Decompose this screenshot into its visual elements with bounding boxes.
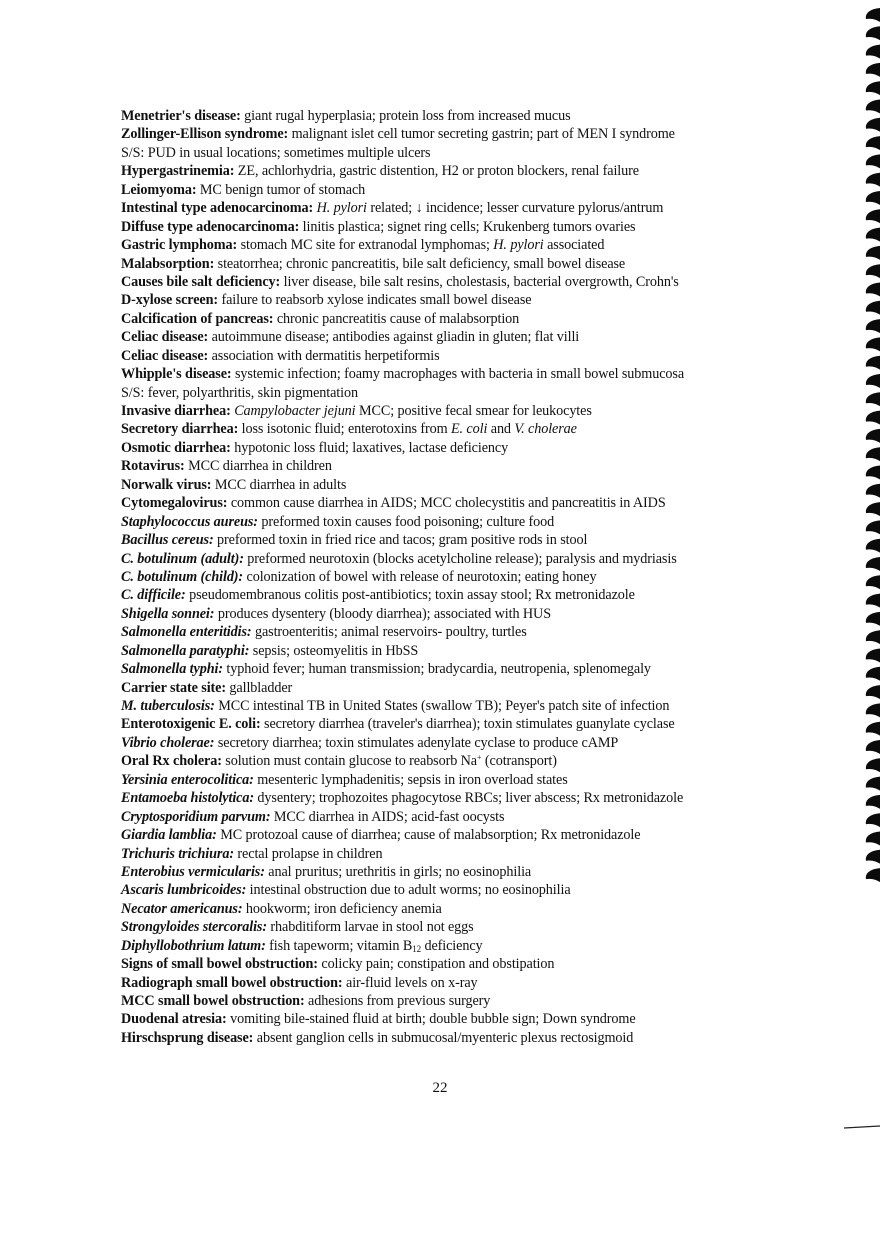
entry-line xyxy=(121,550,841,568)
entry-text: and xyxy=(487,421,515,438)
entry-term: Menetrier's disease: xyxy=(121,108,241,124)
entry-text: malignant islet cell tumor secreting gastrin; part of MEN I syndrome xyxy=(288,126,675,143)
entry-line xyxy=(121,955,841,973)
entry-line xyxy=(121,715,841,733)
entry-term: Bacillus cereus: xyxy=(121,532,214,549)
entry-term: M. tuberculosis: xyxy=(121,698,215,714)
entry-line xyxy=(121,236,841,254)
entry-text: ZE, achlorhydria, gastric distention, H2 or proton blockers, renal failure xyxy=(234,163,639,180)
entry-text: gallbladder xyxy=(225,679,293,696)
binding-ring xyxy=(866,722,880,736)
entry-line xyxy=(121,310,841,328)
entry-line xyxy=(121,568,841,586)
entry-line xyxy=(121,476,841,494)
entry-line xyxy=(121,734,841,752)
entry-line xyxy=(121,900,841,918)
binding-ring xyxy=(866,356,880,370)
binding-ring xyxy=(866,154,880,168)
binding-ring xyxy=(866,575,880,589)
entry-text: secretory diarrhea; toxin stimulates adenylate cyclase to produce cAMP xyxy=(214,734,619,751)
entry-text: gastroenteritis; animal reservoirs- poultry, turtles xyxy=(251,624,527,641)
entry-line xyxy=(121,199,841,217)
binding-ring xyxy=(866,539,880,553)
entry-term: C. difficile: xyxy=(121,587,186,604)
entry-text: H. pylori xyxy=(493,237,544,254)
entry-line xyxy=(121,144,841,162)
entry-line xyxy=(121,863,841,881)
entry-line xyxy=(121,826,841,844)
entry-text: associated xyxy=(543,237,605,254)
entry-term: Hypergastrinemia: xyxy=(121,163,235,180)
entry-term: Diffuse type adenocarcinoma: xyxy=(121,218,300,235)
entry-text: fish tapeworm; vitamin B xyxy=(265,937,413,954)
entry-line xyxy=(121,402,841,420)
entry-text: anal pruritus; urethritis in girls; no eosinophilia xyxy=(264,863,532,880)
entry-text: absent ganglion cells in submucosal/myenteric plexus rectosigmoid xyxy=(253,1029,634,1046)
binding-ring xyxy=(866,319,880,333)
entry-term: Hirschsprung disease: xyxy=(121,1029,254,1046)
entry-term: Vibrio cholerae: xyxy=(121,734,215,751)
entry-text: S/S: PUD in usual locations; sometimes multiple ulcers xyxy=(121,144,431,161)
entry-line xyxy=(121,845,841,863)
entry-term: Trichuris trichiura: xyxy=(121,845,234,862)
binding-ring xyxy=(866,45,880,59)
entry-text: colicky pain; constipation and obstipation xyxy=(317,956,555,973)
entry-list xyxy=(121,107,841,1047)
entry-text: MC benign tumor of stomach xyxy=(196,181,366,198)
entry-text: sepsis; osteomyelitis in HbSS xyxy=(249,642,419,659)
binding-ring xyxy=(866,374,880,388)
entry-text: secretory diarrhea (traveler's diarrhea); toxin stimulates guanylate cyclase xyxy=(260,716,675,733)
entry-text: hookworm; iron deficiency anemia xyxy=(242,900,442,917)
binding-ring xyxy=(866,191,880,205)
entry-line xyxy=(121,660,841,678)
entry-text: MC protozoal cause of diarrhea; cause of malabsorption; Rx metronidazole xyxy=(216,827,641,844)
entry-term: Oral Rx cholera: xyxy=(121,753,222,770)
entry-text: solution must contain glucose to reabsorb Na xyxy=(221,753,478,770)
entry-line xyxy=(121,771,841,789)
binding-ring xyxy=(866,649,880,663)
binding-ring xyxy=(866,520,880,534)
entry-term: Salmonella enteritidis: xyxy=(121,624,252,641)
entry-line xyxy=(121,531,841,549)
entry-text: adhesions from previous surgery xyxy=(304,993,491,1009)
binding-ring xyxy=(866,429,880,443)
entry-text: MCC diarrhea in adults xyxy=(211,476,347,493)
entry-text: linitis plastica; signet ring cells; Krukenberg tumors ovaries xyxy=(299,218,636,235)
binding-ring xyxy=(866,173,880,187)
entry-line xyxy=(121,255,841,273)
entry-line xyxy=(121,605,841,623)
entry-term: Signs of small bowel obstruction: xyxy=(121,956,318,973)
entry-line xyxy=(121,291,841,309)
binding-ring xyxy=(866,8,880,22)
binding-ring xyxy=(866,81,880,95)
entry-line xyxy=(121,752,841,770)
entry-text: (cotransport) xyxy=(481,753,557,770)
binding-ring xyxy=(866,740,880,754)
entry-text: dysentery; trophozoites phagocytose RBCs; liver abscess; Rx metronidazole xyxy=(253,790,684,807)
entry-text: MCC; positive fecal smear for leukocytes xyxy=(355,403,592,419)
binding-ring xyxy=(866,136,880,150)
binding-ring xyxy=(866,63,880,77)
entry-line xyxy=(121,494,841,512)
entry-term: Enterobius vermicularis: xyxy=(121,863,265,880)
entry-term: Whipple's disease: xyxy=(121,366,232,383)
binding-ring xyxy=(866,868,880,882)
entry-term: Cytomegalovirus: xyxy=(121,495,228,512)
entry-line xyxy=(121,420,841,438)
entry-line xyxy=(121,181,841,199)
entry-line xyxy=(121,107,841,125)
entry-text: related; ↓ incidence; lesser curvature pylorus/antrum xyxy=(366,200,664,217)
entry-text: E. coli xyxy=(450,421,488,438)
entry-term: Yersinia enterocolitica: xyxy=(121,771,254,788)
page-number: 22 xyxy=(432,1080,448,1096)
entry-term: Calcification of pancreas: xyxy=(121,310,274,327)
binding-ring xyxy=(866,283,880,297)
entry-term: Radiograph small bowel obstruction: xyxy=(121,974,343,991)
entry-term: Necator americanus: xyxy=(121,900,243,917)
entry-term: Celiac disease: xyxy=(121,347,209,364)
binding-ring xyxy=(866,466,880,480)
entry-text: mesenteric lymphadenitis; sepsis in iron overload states xyxy=(253,771,568,788)
entry-line xyxy=(121,439,841,457)
binding-ring xyxy=(866,301,880,315)
entry-term: Norwalk virus: xyxy=(121,476,212,493)
binding-ring xyxy=(866,411,880,425)
entry-term: Entamoeba histolytica: xyxy=(121,790,254,807)
entry-term: Causes bile salt deficiency: xyxy=(121,273,281,290)
entry-term: Carrier state site: xyxy=(121,679,226,696)
binding-ring xyxy=(866,685,880,699)
entry-line xyxy=(121,586,841,604)
binding-ring xyxy=(866,264,880,278)
binding-ring xyxy=(866,118,880,132)
entry-line xyxy=(121,808,841,826)
entry-text: liver disease, bile salt resins, cholestasis, bacterial overgrowth, Crohn's xyxy=(280,273,679,290)
entry-term: Intestinal type adenocarcinoma: xyxy=(121,200,314,217)
entry-term: C. botulinum (child): xyxy=(121,568,244,585)
entry-term: Gastric lymphoma: xyxy=(121,237,238,254)
entry-line xyxy=(121,1010,841,1028)
entry-line xyxy=(121,918,841,936)
binding-ring xyxy=(866,228,880,242)
entry-term: Secretory diarrhea: xyxy=(121,421,239,438)
entry-line xyxy=(121,623,841,641)
page-edge-line xyxy=(844,1126,880,1128)
entry-text: deficiency xyxy=(421,937,483,954)
entry-text: hypotonic loss fluid; laxatives, lactase deficiency xyxy=(230,439,509,456)
binding-ring xyxy=(866,777,880,791)
entry-term: Giardia lamblia: xyxy=(121,827,217,844)
entry-line xyxy=(121,881,841,899)
entry-text: MCC diarrhea in AIDS; acid-fast oocysts xyxy=(270,808,505,825)
binding-ring xyxy=(866,758,880,772)
entry-text: 12 xyxy=(412,943,421,954)
entry-text: rectal prolapse in children xyxy=(233,845,383,862)
entry-text: preformed toxin in fried rice and tacos; gram positive rods in stool xyxy=(213,532,588,549)
entry-line xyxy=(121,218,841,236)
entry-term: Diphyllobothrium latum: xyxy=(121,937,266,954)
entry-term: Rotavirus: xyxy=(121,458,185,475)
spiral-binding xyxy=(840,0,880,1247)
entry-text: association with dermatitis herpetiformis xyxy=(208,347,440,364)
binding-ring xyxy=(866,795,880,809)
entry-line xyxy=(121,974,841,992)
entry-text: produces dysentery (bloody diarrhea); associated with HUS xyxy=(214,605,551,622)
entry-line xyxy=(121,642,841,660)
entry-line xyxy=(121,679,841,697)
entry-line xyxy=(121,937,841,955)
entry-term: Salmonella paratyphi: xyxy=(121,642,250,659)
binding-ring xyxy=(866,630,880,644)
binding-ring xyxy=(866,484,880,498)
entry-term: Invasive diarrhea: xyxy=(121,403,231,419)
entry-term: Ascaris lumbricoides: xyxy=(121,882,247,899)
entry-term: Staphylococcus aureus: xyxy=(121,513,258,530)
entry-term: D-xylose screen: xyxy=(121,292,219,309)
entry-term: Leiomyoma: xyxy=(121,181,197,198)
binding-ring xyxy=(866,594,880,608)
entry-term: Cryptosporidium parvum: xyxy=(121,808,271,825)
entry-text: giant rugal hyperplasia; protein loss from increased mucus xyxy=(240,108,571,124)
binding-ring xyxy=(866,703,880,717)
entry-line xyxy=(121,697,841,715)
entry-term: MCC small bowel obstruction: xyxy=(121,993,305,1009)
binding-ring xyxy=(866,246,880,260)
entry-text: loss isotonic fluid; enterotoxins from xyxy=(238,421,451,438)
binding-ring xyxy=(866,337,880,351)
entry-text: colonization of bowel with release of neurotoxin; eating honey xyxy=(243,568,597,585)
entry-text: preformed toxin causes food poisoning; culture food xyxy=(257,513,555,530)
entry-term: Shigella sonnei: xyxy=(121,605,215,622)
entry-line xyxy=(121,992,841,1010)
entry-text: steatorrhea; chronic pancreatitis, bile salt deficiency, small bowel disease xyxy=(214,255,626,272)
binding-ring xyxy=(866,557,880,571)
entry-text: preformed neurotoxin (blocks acetylcholine release); paralysis and mydriasis xyxy=(243,550,677,567)
entry-line xyxy=(121,513,841,531)
entry-text: MCC diarrhea in children xyxy=(184,458,332,475)
binding-ring xyxy=(866,850,880,864)
binding-ring xyxy=(866,832,880,846)
entry-text: V. cholerae xyxy=(514,421,577,438)
entry-text: Campylobacter jejuni xyxy=(234,403,356,419)
binding-ring xyxy=(866,392,880,406)
entry-line xyxy=(121,347,841,365)
entry-text: common cause diarrhea in AIDS; MCC cholecystitis and pancreatitis in AIDS xyxy=(227,495,666,512)
entry-text: systemic infection; foamy macrophages with bacteria in small bowel submucosa xyxy=(231,366,685,383)
entry-term: Malabsorption: xyxy=(121,255,215,272)
entry-line xyxy=(121,457,841,475)
entry-term: Enterotoxigenic E. coli: xyxy=(121,716,261,733)
entry-text: air-fluid levels on x-ray xyxy=(342,974,478,991)
entry-line xyxy=(121,1029,841,1047)
entry-text: S/S: fever, polyarthritis, skin pigmentation xyxy=(121,384,358,401)
entry-text: vomiting bile-stained fluid at birth; double bubble sign; Down syndrome xyxy=(226,1011,636,1028)
entry-text: failure to reabsorb xylose indicates small bowel disease xyxy=(218,292,532,309)
entry-text: MCC intestinal TB in United States (swallow TB); Peyer's patch site of infection xyxy=(214,698,670,714)
binding-ring xyxy=(866,502,880,516)
entry-text: + xyxy=(477,753,482,763)
binding-ring xyxy=(866,209,880,223)
entry-line xyxy=(121,273,841,291)
entry-text: pseudomembranous colitis post-antibiotics; toxin assay stool; Rx metronidazole xyxy=(185,587,635,604)
binding-ring xyxy=(866,100,880,114)
entry-line xyxy=(121,365,841,383)
entry-line xyxy=(121,384,841,402)
entry-line xyxy=(121,328,841,346)
entry-term: Duodenal atresia: xyxy=(121,1011,227,1028)
entry-text: intestinal obstruction due to adult worms; no eosinophilia xyxy=(246,882,571,899)
binding-ring xyxy=(866,667,880,681)
entry-text: rhabditiform larvae in stool not eggs xyxy=(266,919,474,936)
entry-term: Strongyloides stercoralis: xyxy=(121,919,267,936)
entry-text: autoimmune disease; antibodies against gliadin in gluten; flat villi xyxy=(208,329,580,346)
binding-ring xyxy=(866,447,880,461)
entry-term: Celiac disease: xyxy=(121,329,209,346)
entry-text: typhoid fever; human transmission; bradycardia, neutropenia, splenomegaly xyxy=(222,661,651,678)
entry-line xyxy=(121,789,841,807)
entry-term: Salmonella typhi: xyxy=(121,661,223,678)
entry-text: H. pylori xyxy=(316,200,367,217)
entry-term: Osmotic diarrhea: xyxy=(121,439,231,456)
binding-ring xyxy=(866,813,880,827)
binding-ring xyxy=(866,612,880,626)
entry-text: chronic pancreatitis cause of malabsorption xyxy=(273,310,520,327)
entry-text: stomach MC site for extranodal lymphomas; xyxy=(237,237,494,254)
entry-term: C. botulinum (adult): xyxy=(121,550,244,567)
entry-line xyxy=(121,125,841,143)
entry-term: Zollinger-Ellison syndrome: xyxy=(121,126,289,143)
entry-line xyxy=(121,162,841,180)
binding-ring xyxy=(866,26,880,40)
